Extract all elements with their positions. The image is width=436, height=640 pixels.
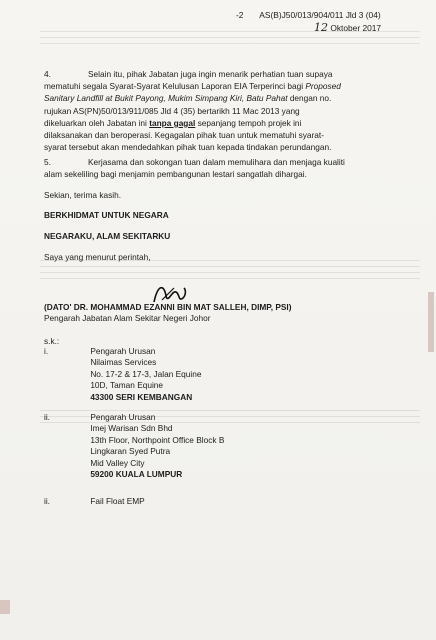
paragraph-4-line: dikeluarkan oleh Jabatan ini xyxy=(44,117,147,128)
cc-address-line: Nilaimas Services xyxy=(90,357,157,368)
motto-berkhidmat: BERKHIDMAT UNTUK NEGARA xyxy=(44,210,169,220)
cc-address-line: Mid Valley City xyxy=(90,457,145,468)
paragraph-4 xyxy=(44,68,370,153)
signatory-name: (DATO' DR. MOHAMMAD EZANNI BIN MAT SALLEH, DIMP, PSI) xyxy=(44,302,292,312)
paragraph-5-line: alam sekeliling bagi menjamin pembangunan lestari sangatlah dihargai. xyxy=(44,169,307,180)
date-month-year: Oktober 2017 xyxy=(330,23,382,33)
paragraph-5-line: Kerjasama dan sokongan tuan dalam memulihara dan menjaga kualiti xyxy=(88,157,345,167)
cc-address-line: 10D, Taman Equine xyxy=(90,380,164,391)
date-day-handwritten: 12 xyxy=(314,21,328,34)
paragraph-4-line: dengan no. xyxy=(289,93,332,104)
paragraph-4-line: syarat tersebut akan mendedahkan pihak tuan kepada tindakan perundangan. xyxy=(44,142,332,153)
closing-order: Saya yang menurut perintah, xyxy=(44,252,151,262)
paragraph-5-number: 5. xyxy=(44,157,51,167)
paragraph-4-line: sepanjang tempoh projek ini xyxy=(197,117,302,128)
cc-address-line: Fail Float EMP xyxy=(90,496,145,506)
cc-address-line: 13th Floor, Northpoint Office Block B xyxy=(90,434,225,445)
page-edge-mark xyxy=(428,292,434,352)
cc-numeral: ii. xyxy=(44,496,50,506)
cc-numeral: i. xyxy=(44,346,49,356)
closing-thanks: Sekian, terima kasih. xyxy=(44,190,122,200)
page-number: -2 xyxy=(236,10,244,20)
cc-address-line: Imej Warisan Sdn Bhd xyxy=(90,423,173,434)
paragraph-5 xyxy=(44,156,370,180)
cc-recipient-3 xyxy=(44,496,145,507)
cc-label: s.k.: xyxy=(44,336,60,346)
project-title-italic: Proposed xyxy=(305,81,341,92)
reference-number: AS(B)J50/013/904/011 Jld 3 (04) xyxy=(259,10,381,20)
cc-address-line: Pengarah Urusan xyxy=(90,412,156,422)
signatory-title: Pengarah Jabatan Alam Sekitar Negeri Johor xyxy=(44,313,211,323)
motto-negaraku: NEGARAKU, ALAM SEKITARKU xyxy=(44,231,171,241)
cc-postcode-city: 43300 SERI KEMBANGAN xyxy=(90,391,193,402)
cc-numeral: ii. xyxy=(44,412,50,422)
paragraph-4-line: dilaksanakan dan beroperasi. Kegagalan pihak tuan untuk mematuhi syarat- xyxy=(44,130,324,141)
cc-recipient-2 xyxy=(44,412,224,480)
emphasis-tanpa-gagal: tanpa gagal xyxy=(149,117,196,128)
cc-postcode-city: 59200 KUALA LUMPUR xyxy=(90,469,183,480)
letter-header xyxy=(236,10,381,34)
cc-address-line: Lingkaran Syed Putra xyxy=(90,446,171,457)
project-title-italic: Sanitary Landfill at Bukit Payong, Mukim Simpang Kiri, Batu Pahat xyxy=(44,93,288,104)
paragraph-4-line: rujukan AS(PN)50/013/911/085 Jld 4 (35) bertarikh 11 Mac 2013 yang xyxy=(44,105,300,116)
cc-address-line: Pengarah Urusan xyxy=(90,346,156,356)
page-corner-mark xyxy=(0,600,10,614)
paragraph-4-line: mematuhi segala Syarat-Syarat Kelulusan Laporan EIA Terperinci bagi xyxy=(44,81,304,92)
cc-address-line: No. 17-2 & 17-3, Jalan Equine xyxy=(90,368,202,379)
cc-recipient-1 xyxy=(44,346,201,403)
letter-date xyxy=(314,21,381,34)
paragraph-4-line: Selain itu, pihak Jabatan juga ingin menarik perhatian tuan supaya xyxy=(88,69,333,79)
paragraph-4-number: 4. xyxy=(44,69,51,79)
signatory-block xyxy=(44,302,292,324)
